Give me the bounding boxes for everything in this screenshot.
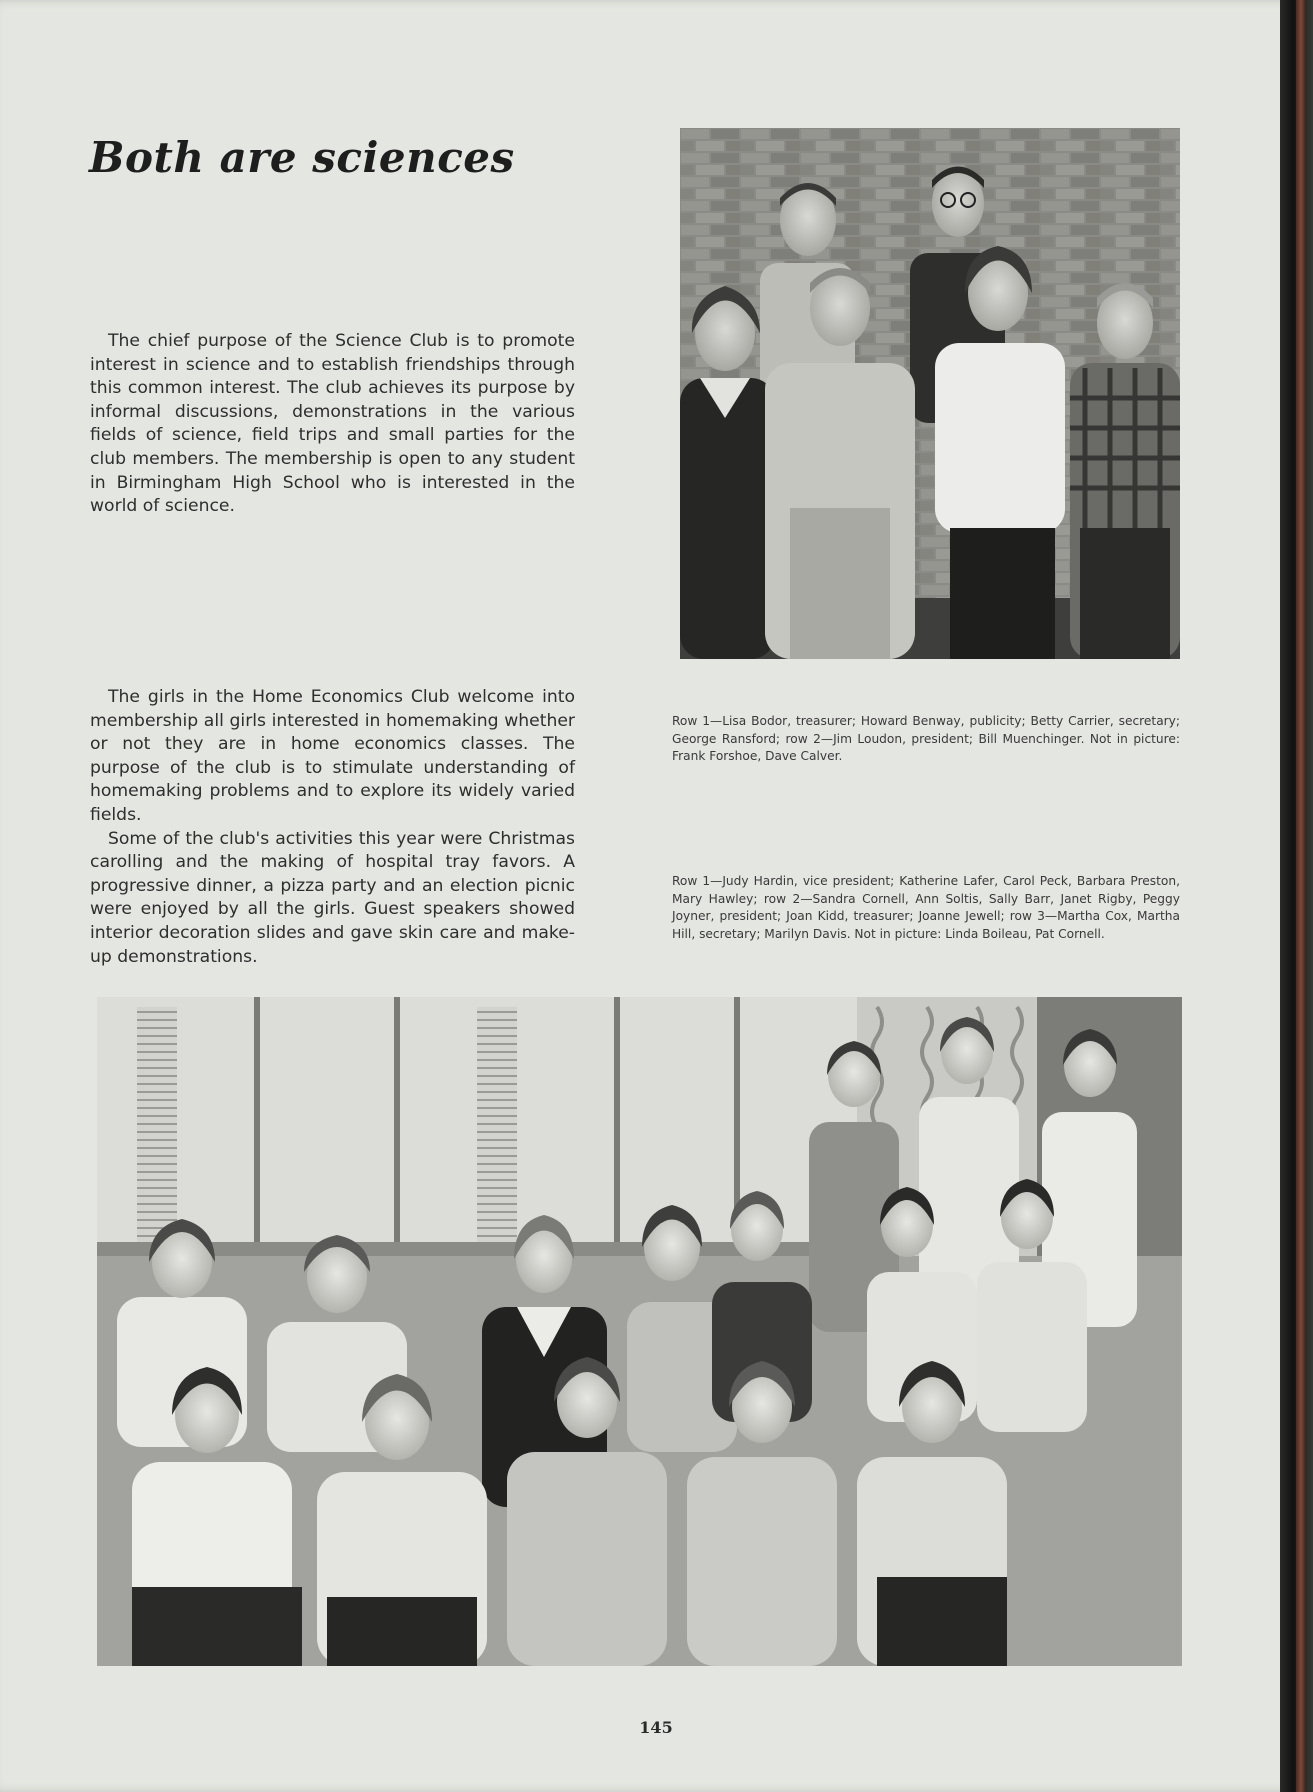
- home-economics-text: [90, 686, 575, 969]
- science-club-paragraph: The chief purpose of the Science Club is to promote interest in science and to establish friendships through this common interest. The club achieves its purpose by informal discussions, demonstrations in the various fields of science, field trips and small parties for the club members. The membership is open to any student in Birmingham High School who is interested in the world of science.: [90, 331, 575, 517]
- page-heading: Both are sciences: [89, 133, 515, 182]
- science-club-photo: [680, 128, 1180, 659]
- home-economics-paragraph-1: The girls in the Home Economics Club welcome into membership all girls interested in homemaking whether or not they are in home economics classes. The purpose of the club is to stimulate understanding of homemaking problems and to explore its widely varied fields.: [90, 687, 575, 825]
- science-club-caption: Row 1—Lisa Bodor, treasurer; Howard Benway, publicity; Betty Carrier, secretary; George Ransford; row 2—Jim Loudon, president; Bill Muenchinger. Not in picture: Frank Forshoe, Dave Calver.: [672, 714, 1180, 763]
- home-economics-club-photo: [97, 997, 1182, 1666]
- home-economics-paragraph-2: Some of the club's activities this year were Christmas carolling and the making of hospital tray favors. A progressive dinner, a pizza party and an election picnic were enjoyed by all the girls. Guest speakers showed interior decoration slides and gave skin care and make-up demonstrations.: [90, 828, 575, 967]
- book-edge: [1296, 0, 1306, 1792]
- page-number: 145: [639, 1718, 673, 1737]
- home-economics-caption: Row 1—Judy Hardin, vice president; Katherine Lafer, Carol Peck, Barbara Preston, Mary Hawley; row 2—Sandra Cornell, Ann Soltis, Sally Barr, Janet Rigby, Peggy Joyner, president; Joan Kidd, treasurer; Joanne Jewell; row 3—Martha Cox, Martha Hill, secretary; Marilyn Davis. Not in picture: Linda Boileau, Pat Cornell.: [672, 874, 1180, 941]
